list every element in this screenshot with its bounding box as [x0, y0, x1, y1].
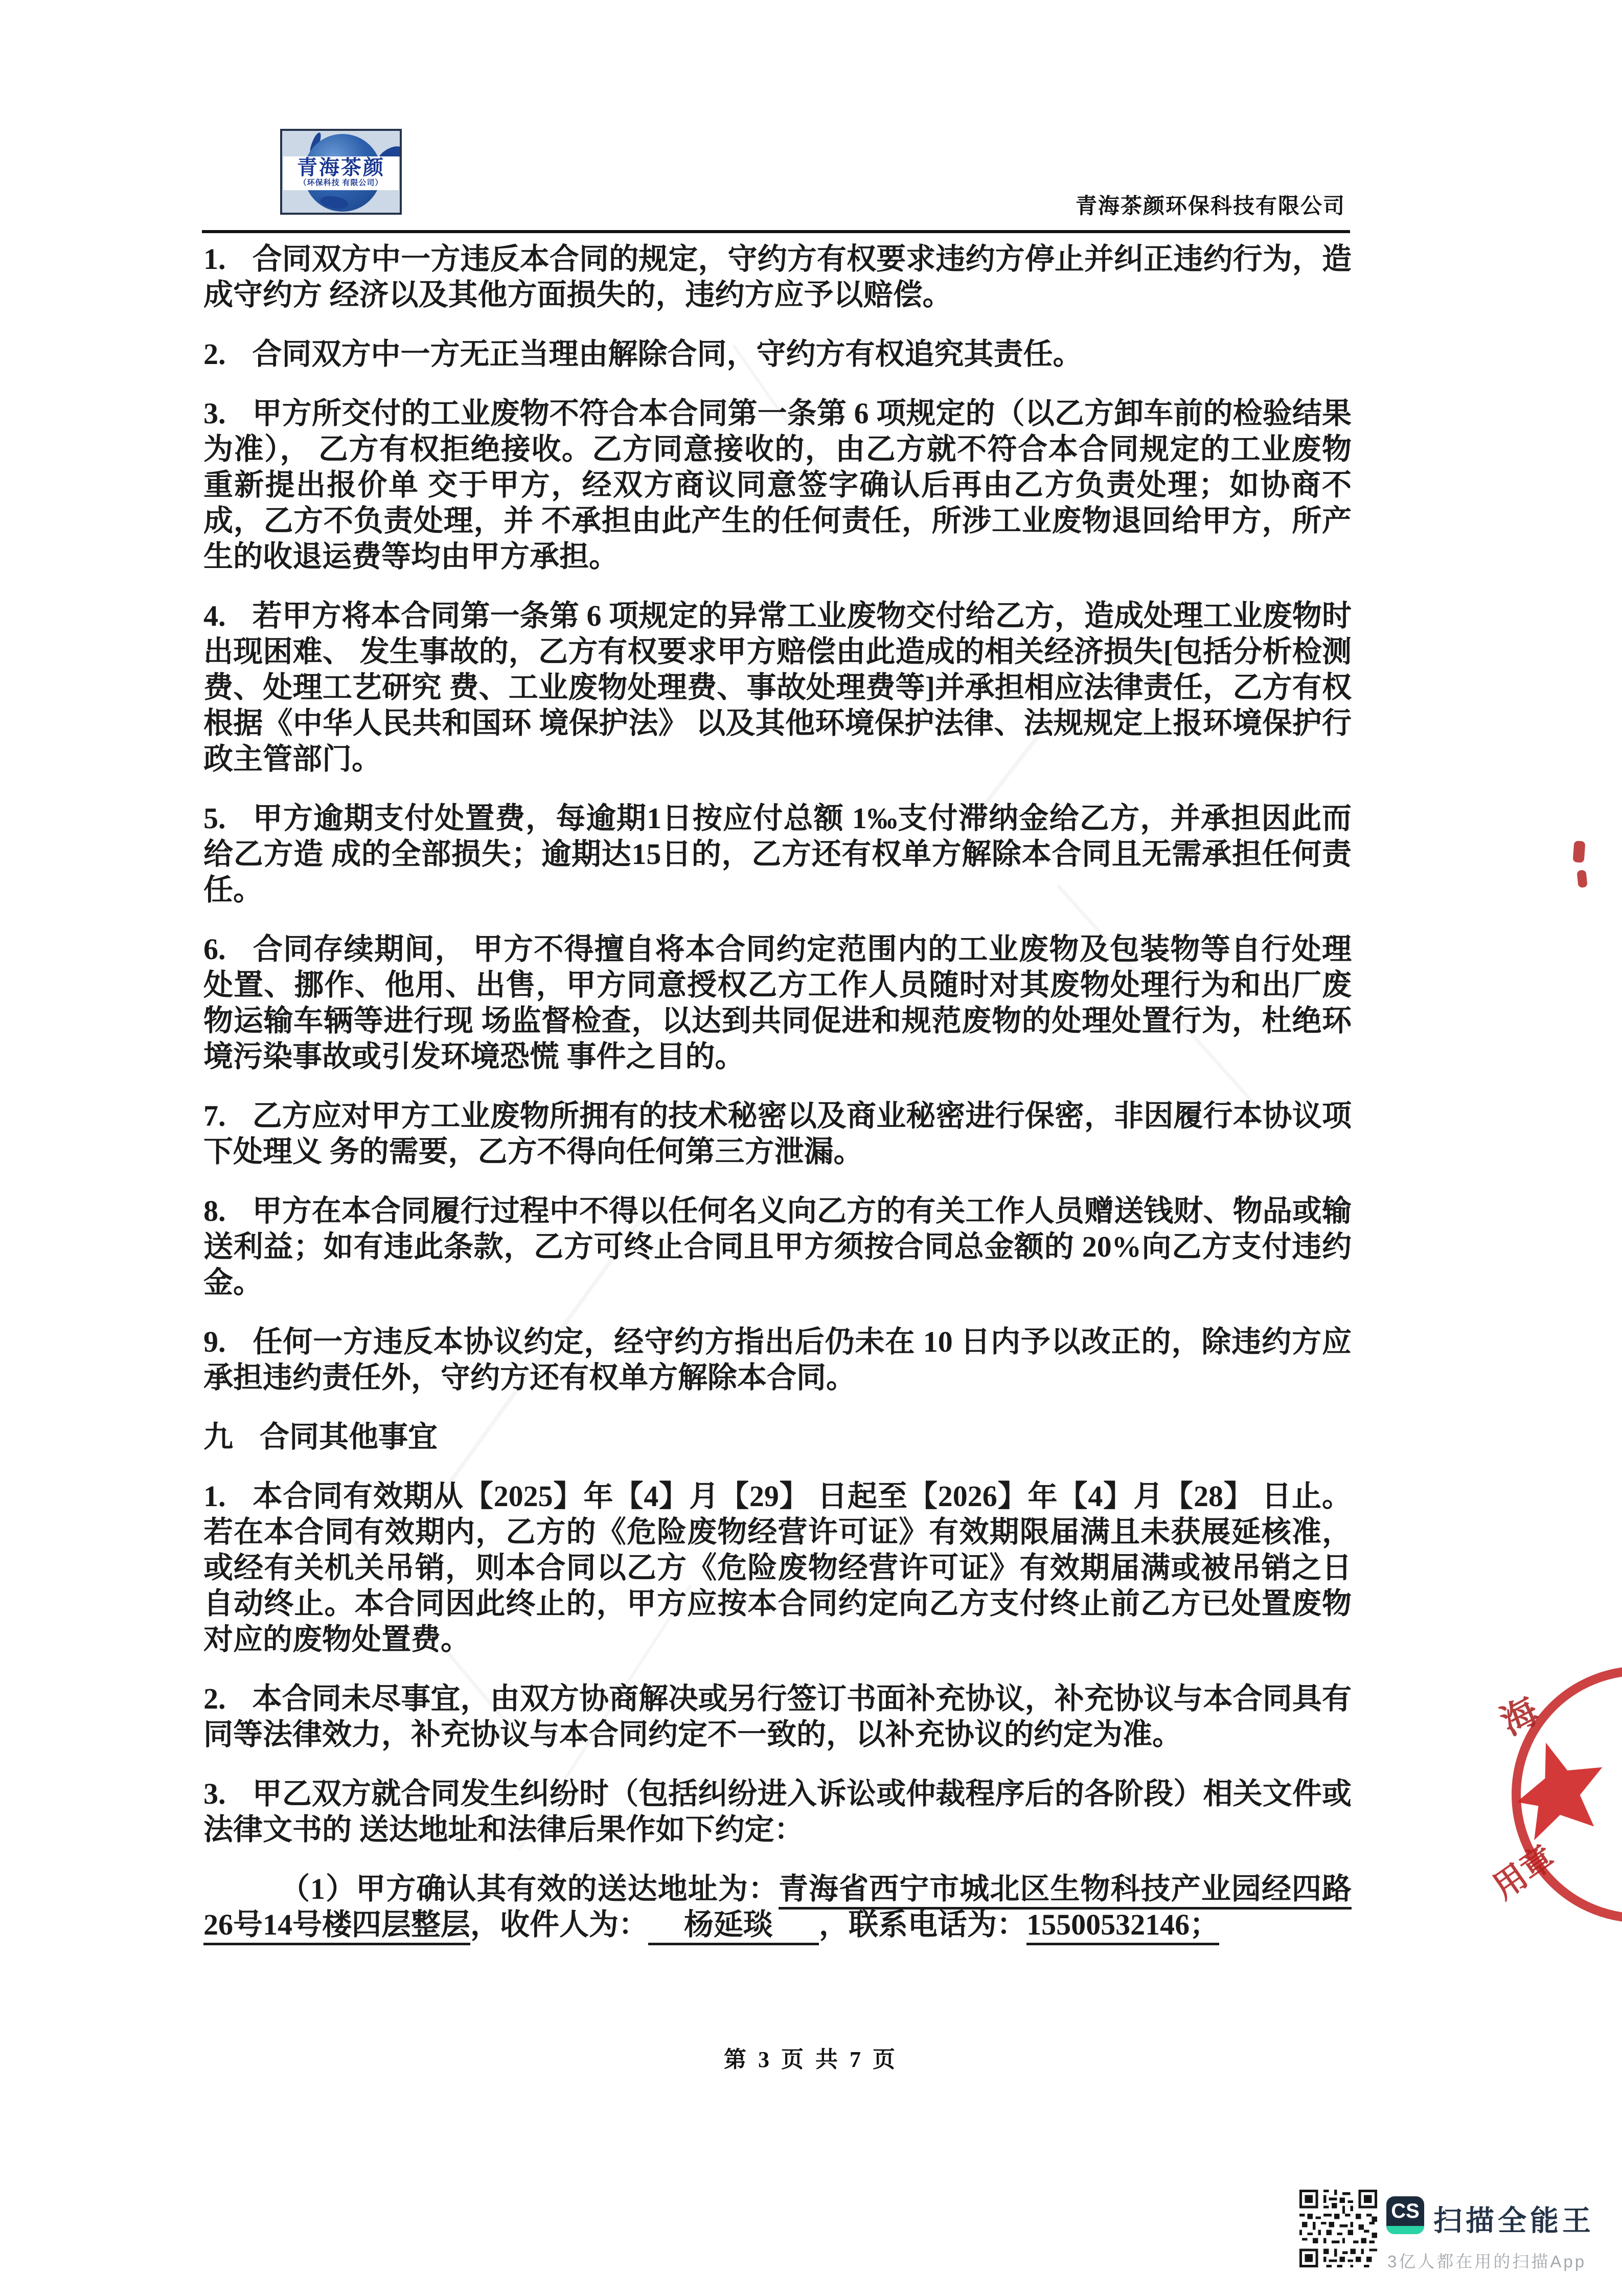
delivery-mid: ，收件人为： [470, 1908, 649, 1941]
logo-subtitle: （环保科技 有限公司） [299, 179, 383, 187]
clause-number: 4. [203, 599, 226, 632]
clause-6 [203, 931, 1352, 1075]
camscanner-app-icon [1386, 2196, 1424, 2234]
delivery-phone: 15500532146； [1026, 1908, 1219, 1945]
clause-text: 甲方在本合同履行过程中不得以任何名义向乙方的有关工作人员赠送钱财、物品或输送利益；如有违此条款，乙方可终止合同且甲方须按合同总金额的 20%向乙方支付违约金。 [203, 1194, 1352, 1299]
clause-3 [203, 396, 1352, 575]
clause-number: 2. [203, 337, 226, 371]
clause-8 [203, 1193, 1352, 1301]
clause-9 [203, 1324, 1352, 1396]
red-ink-mark [1577, 870, 1587, 888]
section-clause-2 [203, 1681, 1352, 1753]
clause-number: 5. [203, 802, 226, 835]
delivery-address-clause [203, 1871, 1352, 1943]
clause-number: 7. [203, 1099, 226, 1132]
cs-icon-label: CS [1391, 2200, 1420, 2222]
clause-1 [203, 241, 1352, 313]
cs-icon-teal-bar [1386, 2226, 1424, 2234]
delivery-mid: ，联系电话为： [819, 1908, 1027, 1941]
red-ink-mark [1573, 840, 1586, 862]
company-logo [280, 129, 402, 215]
clause-text: 若甲方将本合同第一条第 6 项规定的异常工业废物交付给乙方，造成处理工业废物时出现困难、 发生事故的，乙方有权要求甲方赔偿由此造成的相关经济损失[包括分析检测费、处理工艺研究 费、工业废物处理费、事故处理费等]并承担相应法律责任，乙方有权根据《中华人民共和国环 境保护法》 以及其他环境保护法律、法规规定上报环境保护行政主管部门。 [203, 599, 1352, 776]
clause-text: 甲方逾期支付处置费，每逾期1日按应付总额 1‰支付滞纳金给乙方，并承担因此而给乙方造 成的全部损失；逾期达15日的，乙方还有权单方解除本合同且无需承担任何责任。 [203, 802, 1352, 906]
contract-body [203, 241, 1352, 1966]
delivery-address: 青海省西宁市城北区生物科技产业园经四路26号14号楼四层整层 [203, 1872, 1352, 1945]
section-clause-3 [203, 1776, 1352, 1848]
clause-number: 6. [203, 933, 226, 966]
clause-4 [203, 598, 1352, 777]
logo-title: 青海茶颜 [297, 156, 385, 179]
section-title: 合同其他事宜 [260, 1420, 438, 1453]
clause-text: 甲方所交付的工业废物不符合本合同第一条第 6 项规定的（以乙方卸车前的检验结果为准）， 乙方有权拒绝接收。乙方同意接收的，由乙方就不符合本合同规定的工业废物重新提出报价单 交于甲方，经双方商议同意签字确认后再由乙方负责处理；如协商不成，乙方不负责处理，并 不承担由此产生的任何责任，所涉工业废物退回给甲方，所产生的收退运费等均由甲方承担。 [203, 397, 1352, 573]
clause-text: 乙方应对甲方工业废物所拥有的技术秘密以及商业秘密进行保密，非因履行本协议项下处理义 务的需要，乙方不得向任何第三方泄漏。 [203, 1099, 1352, 1168]
clause-number: 9. [203, 1325, 226, 1358]
clause-number: 8. [203, 1194, 226, 1227]
clause-text: 任何一方违反本协议约定，经守约方指出后仍未在 10 日内予以改正的，除违约方应承担违约责任外，守约方还有权单方解除本合同。 [203, 1325, 1352, 1394]
clause-text: 合同存续期间， 甲方不得擅自将本合同约定范围内的工业废物及包装物等自行处理处置、挪作、他用、出售，甲方同意授权乙方工作人员随时对其废物处理行为和出厂废物运输车辆等进行现 场监督检查，以达到共同促进和规范废物的处理处置行为，杜绝环境污染事故或引发环境恐慌 事件之目的。 [203, 933, 1352, 1073]
clause-number: 3. [203, 1777, 226, 1810]
header-company-name: 青海茶颜环保科技有限公司 [1075, 195, 1345, 218]
scanner-app-name: 扫描全能王 [1433, 2204, 1594, 2237]
clause-number: 1. [203, 242, 226, 276]
clause-5 [203, 801, 1352, 908]
company-seal [1471, 1655, 1622, 1947]
page-number: 第 3 页 共 7 页 [724, 2047, 898, 2072]
delivery-recipient: 杨延琰 [648, 1908, 819, 1945]
section-heading [203, 1419, 1352, 1455]
clause-number: 3. [203, 397, 226, 430]
scanner-app-tagline: 3亿人都在用的扫描App [1387, 2252, 1587, 2271]
clause-text: 合同双方中一方违反本合同的规定，守约方有权要求违约方停止并纠正违约行为，造成守约方 经济以及其他方面损失的，违约方应予以赔偿。 [203, 242, 1352, 311]
clause-number: 2. [203, 1682, 226, 1715]
qr-code [1299, 2190, 1377, 2267]
header-divider [202, 230, 1350, 233]
section-number: 九 [203, 1420, 234, 1453]
clause-text: 合同双方中一方无正当理由解除合同，守约方有权追究其责任。 [252, 337, 1083, 371]
clause-text: 本合同有效期从【2025】年【4】月【29】 日起至【2026】年【4】月【28】 日止。若在本合同有效期内，乙方的《危险废物经营许可证》有效期限届满且未获展延核准，或经有关机关吊销，则本合同以乙方《危险废物经营许可证》有效期届满或被吊销之日自动终止。本合同因此终止的，甲方应按本合同约定向乙方支付终止前乙方已处置废物对应的废物处置费。 [203, 1480, 1352, 1656]
clause-number: 1. [203, 1480, 226, 1513]
clause-7 [203, 1098, 1352, 1170]
clause-text: 本合同未尽事宜，由双方协商解决或另行签订书面补充协议，补充协议与本合同具有同等法律效力，补充协议与本合同约定不一致的，以补充协议的约定为准。 [203, 1682, 1352, 1751]
seal-glyph-bottom: 用章 [1487, 1838, 1561, 1906]
logo-text-band [283, 156, 399, 190]
clause-text: 甲乙双方就合同发生纠纷时（包括纠纷进入诉讼或仲裁程序后的各阶段）相关文件或法律文书的 送达地址和法律后果作如下约定： [203, 1777, 1352, 1846]
seal-glyph-top: 海 [1495, 1691, 1545, 1743]
clause-2 [203, 336, 1352, 372]
section-clause-1 [203, 1479, 1352, 1657]
delivery-prefix: （1）甲方确认其有效的送达地址为： [280, 1872, 779, 1905]
